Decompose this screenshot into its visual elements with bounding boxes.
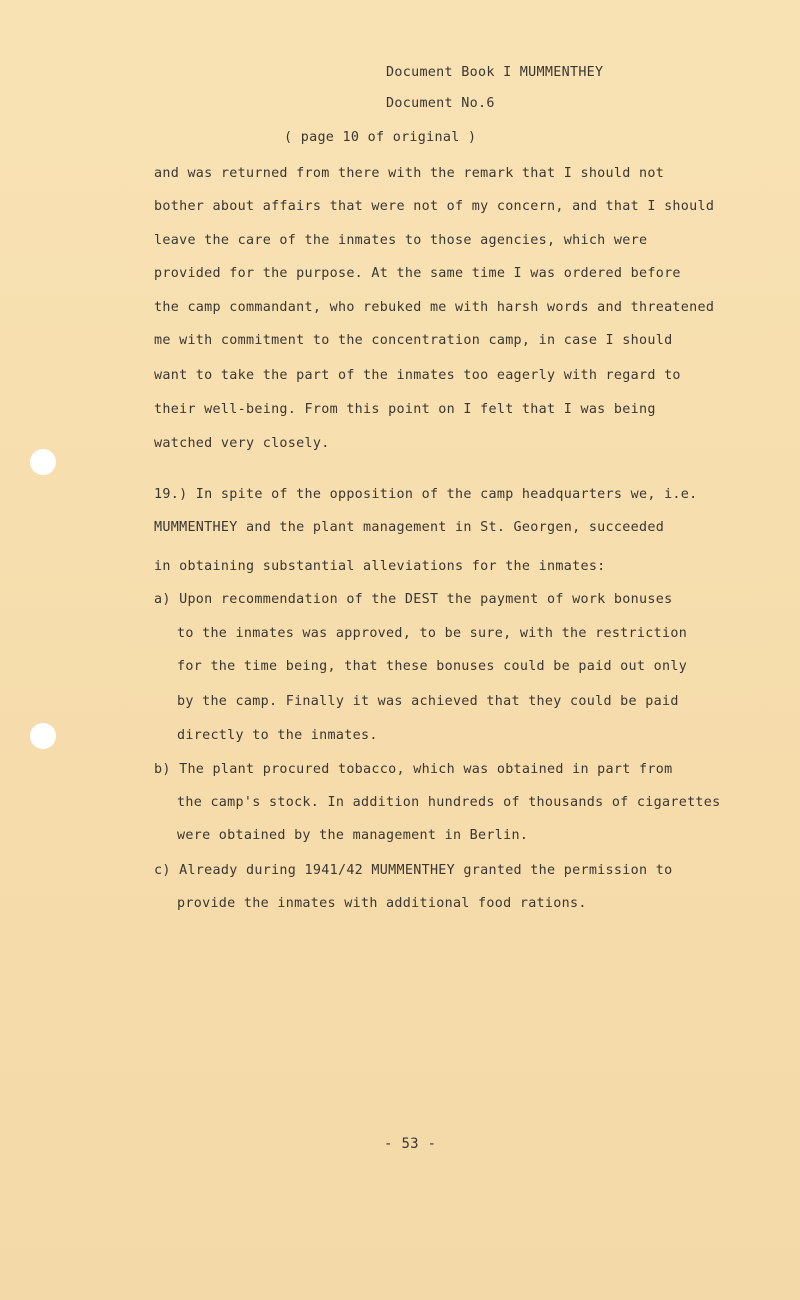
text-line: directly to the inmates. — [177, 728, 378, 743]
list-item-b: b) The plant procured tobacco, which was obtained in part from — [154, 762, 673, 777]
text-line: and was returned from there with the remark that I should not — [154, 166, 665, 181]
document-book-title: Document Book I MUMMENTHEY — [386, 65, 604, 80]
punch-hole — [30, 723, 56, 749]
list-item-a: a) Upon recommendation of the DEST the payment of work bonuses — [154, 592, 673, 607]
text-line: for the time being, that these bonuses could be paid out only — [177, 659, 688, 674]
text-line: me with commitment to the concentration camp, in case I should — [154, 333, 673, 348]
text-line: 19.) In spite of the opposition of the camp headquarters we, i.e. — [154, 487, 698, 502]
text-line: to the inmates was approved, to be sure, with the restriction — [177, 626, 688, 641]
text-line: provide the inmates with additional food rations. — [177, 896, 587, 911]
text-line: provided for the purpose. At the same time I was ordered before — [154, 266, 681, 281]
text-line: watched very closely. — [154, 436, 330, 451]
text-line: leave the care of the inmates to those agencies, which were — [154, 233, 648, 248]
list-item-c: c) Already during 1941/42 MUMMENTHEY granted the permission to — [154, 863, 673, 878]
text-line: bother about affairs that were not of my concern, and that I should — [154, 199, 715, 214]
text-line: in obtaining substantial alleviations for the inmates: — [154, 559, 606, 574]
text-line: the camp commandant, who rebuked me with harsh words and threatened — [154, 300, 715, 315]
text-line: their well-being. From this point on I felt that I was being — [154, 402, 656, 417]
text-line: the camp's stock. In addition hundreds of thousands of cigarettes — [177, 795, 721, 810]
page-number: - 53 - — [384, 1136, 437, 1152]
original-page-reference: ( page 10 of original ) — [284, 130, 477, 145]
punch-hole — [30, 449, 56, 475]
text-line: MUMMENTHEY and the plant management in St. Georgen, succeeded — [154, 520, 665, 535]
text-line: want to take the part of the inmates too eagerly with regard to — [154, 368, 681, 383]
text-line: by the camp. Finally it was achieved that they could be paid — [177, 694, 679, 709]
text-line: were obtained by the management in Berlin. — [177, 828, 529, 843]
document-number: Document No.6 — [386, 96, 495, 111]
